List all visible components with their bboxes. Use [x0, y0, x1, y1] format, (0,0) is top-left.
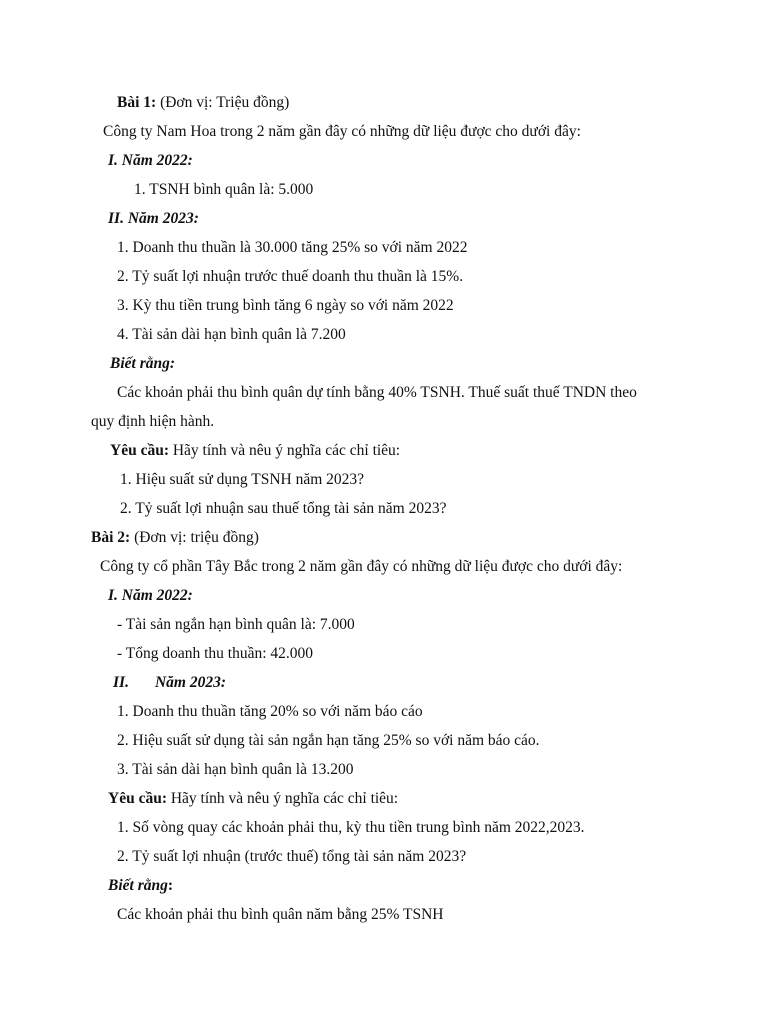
- bai2-yeu-cau: [108, 789, 398, 809]
- bai2-biet-rang-colon: :: [167, 877, 174, 894]
- bai1-yeu-cau-item: 2. Tỷ suất lợi nhuận sau thuế tổng tài sản năm 2023?: [120, 500, 447, 517]
- bai2-yeu-cau-label: Yêu cầu:: [108, 790, 167, 807]
- bai1-biet-rang-line: Các khoản phải thu bình quân dự tính bằng 40% TSNH. Thuế suất thuế TNDN theo: [117, 384, 637, 401]
- bai2-nam2022-item: - Tài sản ngắn hạn bình quân là: 7.000: [117, 616, 355, 633]
- bai2-biet-rang-line: Các khoản phải thu bình quân năm bằng 25% TSNH: [117, 906, 444, 923]
- bai1-biet-rang-heading: Biết rằng:: [110, 355, 176, 372]
- bai2-nam2023-number: II.: [113, 674, 129, 691]
- bai2-intro: Công ty cổ phần Tây Bắc trong 2 năm gần đây có những dữ liệu được cho dưới đây:: [100, 558, 623, 575]
- bai1-title-unit: (Đơn vị: Triệu đồng): [156, 94, 290, 111]
- bai2-nam2023-heading: [113, 673, 226, 693]
- bai1-yeu-cau-label: Yêu cầu:: [110, 442, 169, 459]
- bai2-title-label: Bài 2:: [91, 529, 131, 546]
- bai1-yeu-cau: [110, 441, 400, 461]
- bai1-nam2022-item: 1. TSNH bình quân là: 5.000: [134, 181, 314, 198]
- bai1-nam2023-item: 3. Kỳ thu tiền trung bình tăng 6 ngày so với năm 2022: [117, 297, 454, 314]
- bai1-nam2023-item: 1. Doanh thu thuần là 30.000 tăng 25% so với năm 2022: [117, 239, 468, 256]
- bai2-yeu-cau-text: Hãy tính và nêu ý nghĩa các chỉ tiêu:: [166, 790, 399, 807]
- bai2-biet-rang-heading: [108, 876, 173, 896]
- bai2-yeu-cau-item: 2. Tỷ suất lợi nhuận (trước thuế) tổng tài sản năm 2023?: [117, 848, 467, 865]
- bai1-nam2023-item: 2. Tỷ suất lợi nhuận trước thuế doanh thu thuần là 15%.: [117, 268, 464, 285]
- bai1-nam2022-heading: I. Năm 2022:: [108, 152, 193, 169]
- bai1-title-label: Bài 1:: [117, 94, 157, 111]
- bai1-yeu-cau-item: 1. Hiệu suất sử dụng TSNH năm 2023?: [120, 471, 365, 488]
- bai1-nam2023-item: 4. Tài sản dài hạn bình quân là 7.200: [117, 326, 346, 343]
- bai1-intro: Công ty Nam Hoa trong 2 năm gần đây có những dữ liệu được cho dưới đây:: [103, 123, 581, 140]
- bai1-nam2023-heading: II. Năm 2023:: [108, 210, 199, 227]
- bai1-yeu-cau-text: Hãy tính và nêu ý nghĩa các chỉ tiêu:: [168, 442, 401, 459]
- bai2-nam2022-heading: I. Năm 2022:: [108, 587, 193, 604]
- bai2-nam2023-item: 2. Hiệu suất sử dụng tài sản ngắn hạn tăng 25% so với năm báo cáo.: [117, 732, 540, 749]
- bai2-biet-rang-label: Biết rằng: [108, 877, 168, 894]
- bai2-title-unit: (Đơn vị: triệu đồng): [130, 529, 259, 546]
- bai2-yeu-cau-item: 1. Số vòng quay các khoản phải thu, kỳ thu tiền trung bình năm 2022,2023.: [117, 819, 585, 836]
- bai2-nam2022-item: - Tổng doanh thu thuần: 42.000: [117, 645, 314, 662]
- bai2-nam2023-label: Năm 2023:: [154, 674, 226, 691]
- bai2-title: [91, 528, 259, 548]
- bai1-biet-rang-line: quy định hiện hành.: [91, 413, 215, 430]
- bai2-nam2023-item: 1. Doanh thu thuần tăng 20% so với năm báo cáo: [117, 703, 423, 720]
- bai2-nam2023-item: 3. Tài sản dài hạn bình quân là 13.200: [117, 761, 354, 778]
- bai1-title: [117, 93, 289, 113]
